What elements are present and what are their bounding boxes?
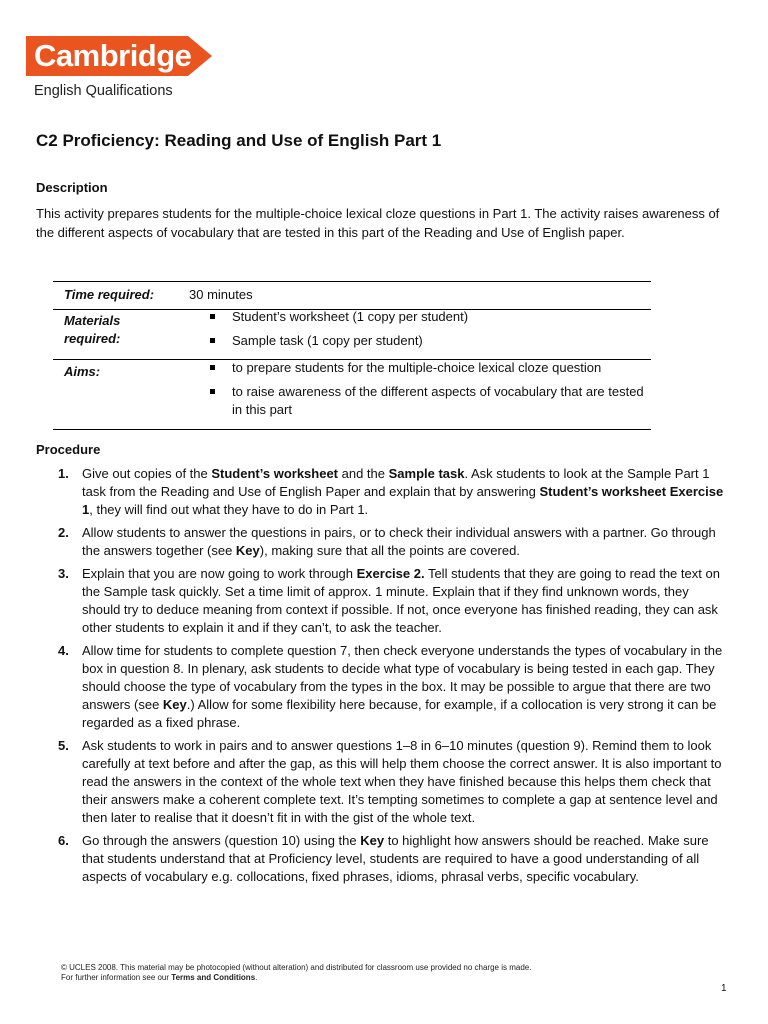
step-number: 5.: [58, 738, 69, 753]
step-text: . Ask students to look at the Sample Part 1 task from the Reading and Use of English Paper and explain that by answering: [82, 466, 710, 499]
procedure-heading: Procedure: [36, 442, 101, 457]
procedure-step: [58, 737, 724, 827]
step-emphasis: Student’s worksheet: [211, 466, 339, 481]
step-text: Allow time for students to complete question 7, then check everyone understands the types of vocabulary in the box in question 8. In plenary, ask students to decide what type of vocabulary is being tested in each gap. They should choose the type of vocabulary from the types in the box. It may be possible to argue that there are two answers (see: [82, 643, 723, 712]
step-number: 6.: [58, 833, 69, 848]
info-row-aims: [53, 360, 651, 429]
time-label: Time required:: [64, 287, 155, 302]
terms-prefix: For further information see our: [61, 973, 172, 982]
step-emphasis: Sample task: [388, 466, 465, 481]
step-emphasis: Key: [162, 697, 187, 712]
step-text: Ask students to work in pairs and to answer questions 1–8 in 6–10 minutes (question 9). Remind them to look carefully at text before and after the gap, as this will help them choose the correct answer. It is also important to read the answers in the context of the whole text when they have finished because this helps them check that their answers make a coherent complete text. It’s tempting sometimes to complete a gap at sentence level and then later to realise that it doesn’t fit in with the gist of the whole text.: [82, 738, 722, 825]
time-value: 30 minutes: [189, 287, 253, 302]
info-row-time: [53, 282, 651, 310]
cambridge-logo: [26, 36, 212, 76]
footer: [61, 963, 531, 983]
step-text: Tell students that they are going to read the text on the Sample task quickly. Set a time limit of approx. 1 minute. Explain that if they find unknown words, they should try to deduce meaning from context if possible. If not, once everyone has finished reading, they can ask other students to explain it and if they can’t, to ask the teacher.: [82, 566, 720, 635]
procedure-step: [58, 565, 724, 637]
info-table: [53, 281, 651, 430]
step-number: 4.: [58, 643, 69, 658]
step-text: Explain that you are now going to work through: [82, 566, 357, 581]
step-text: , they will find out what they have to do in Part 1.: [89, 502, 369, 517]
terms-line: [61, 973, 531, 983]
procedure-list: [58, 465, 724, 891]
terms-suffix: .: [255, 973, 258, 982]
page-title: C2 Proficiency: Reading and Use of English Part 1: [36, 131, 442, 150]
description-text: This activity prepares students for the multiple-choice lexical cloze questions in Part 1. The activity raises awareness of the different aspects of vocabulary that are tested in this part of the Reading and Use of English paper.: [36, 206, 720, 240]
step-text: to highlight how answers should be reached. Make sure that students understand that at Proficiency level, students are required to have a good understanding of all aspects of vocabulary e.g. collocations, fixed phrases, idioms, phrasal verbs, specific vocabulary.: [82, 833, 709, 884]
materials-item: Student’s worksheet (1 copy per student): [205, 308, 652, 326]
step-text: Give out copies of the: [82, 466, 212, 481]
logo-subtitle: English Qualifications: [34, 83, 173, 99]
copyright-line: © UCLES 2008. This material may be photocopied (without alteration) and distributed for classroom use provided no charge is made.: [61, 963, 532, 972]
step-number: 3.: [58, 566, 69, 581]
logo-badge: [26, 36, 212, 76]
materials-label: Materials required:: [64, 313, 121, 346]
step-number: 2.: [58, 525, 69, 540]
aims-item: to prepare students for the multiple-choice lexical cloze question: [205, 359, 652, 377]
terms-link[interactable]: Terms and Conditions: [171, 973, 256, 982]
step-emphasis: Student’s worksheet Exercise 1: [82, 484, 724, 517]
step-text: Allow students to answer the questions in pairs, or to check their individual answers with a partner. Go through the answers together (see: [82, 525, 716, 558]
step-text: Go through the answers (question 10) using the: [82, 833, 361, 848]
step-text: ), making sure that all the points are covered.: [259, 543, 520, 558]
materials-item: Sample task (1 copy per student): [205, 332, 652, 350]
materials-list: [205, 308, 652, 356]
aims-item: to raise awareness of the different aspects of vocabulary that are tested in this part: [205, 383, 652, 419]
arrow-icon: [188, 36, 212, 76]
procedure-step: [58, 465, 724, 519]
description-heading: Description: [36, 180, 108, 195]
step-emphasis: Exercise 2.: [356, 566, 425, 581]
info-row-materials: [53, 310, 651, 360]
step-text: and the: [338, 466, 389, 481]
step-emphasis: Key: [235, 543, 260, 558]
procedure-step: [58, 524, 724, 560]
aims-label: Aims:: [64, 364, 101, 379]
aims-list: [205, 359, 652, 425]
logo-brand: Cambridge: [34, 38, 192, 73]
procedure-step: [58, 832, 724, 886]
step-emphasis: Key: [360, 833, 385, 848]
step-text: .) Allow for some flexibility here because, for example, if a collocation is very strong it can be regarded as a fixed phrase.: [82, 697, 717, 730]
procedure-step: [58, 642, 724, 732]
step-number: 1.: [58, 466, 69, 481]
page-number: 1: [721, 983, 727, 994]
